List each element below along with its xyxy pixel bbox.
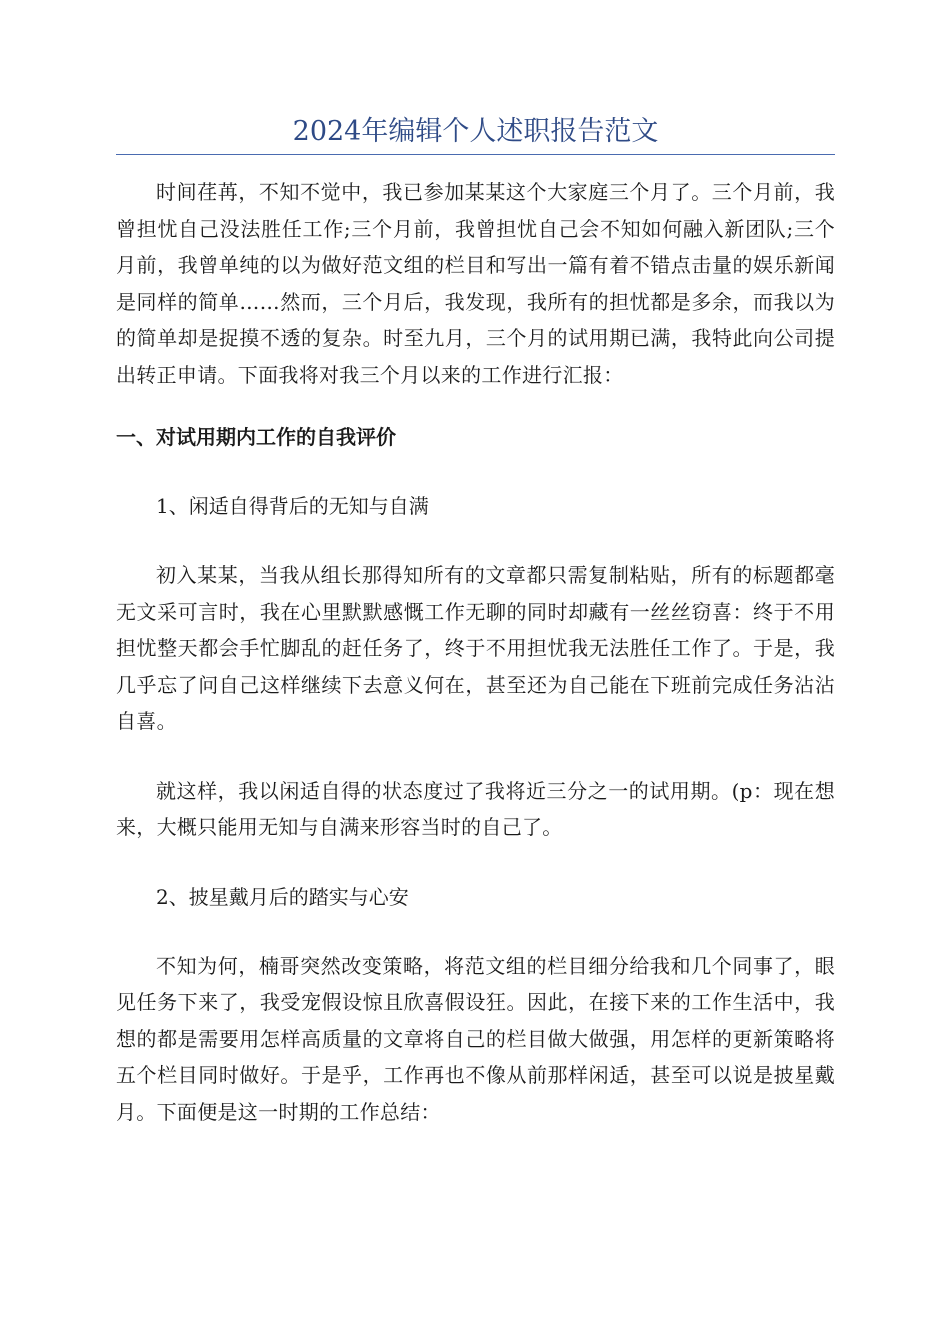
section-heading-1: 一、对试用期内工作的自我评价 (116, 425, 396, 449)
intro-paragraph: 时间荏苒，不知不觉中，我已参加某某这个大家庭三个月了。三个月前，我曾担忧自己没法胜任工作;三个月前，我曾担忧自己会不知如何融入新团队;三个月前，我曾单纯的以为做好范文组的栏目和写出一篇有着不错点击量的娱乐新闻是同样的简单……然而，三个月后，我发现，我所有的担忧都是多余，而我以为的简单却是捉摸不透的复杂。时至九月，三个月的试用期已满，我特此向公司提出转正申请。下面我将对我三个月以来的工作进行汇报： (116, 180, 835, 387)
document-title: 2024年编辑个人述职报告范文 (116, 112, 835, 155)
document-page (116, 112, 835, 1130)
subsection-2-paragraph-1: 不知为何，楠哥突然改变策略，将范文组的栏目细分给我和几个同事了，眼见任务下来了，我受宠假设惊且欣喜假设狂。因此，在接下来的工作生活中，我想的都是需要用怎样高质量的文章将自己的栏目做大做强，用怎样的更新策略将五个栏目同时做好。于是乎，工作再也不像从前那样闲适，甚至可以说是披星戴月。下面便是这一时期的工作总结： (116, 953, 835, 1124)
subsection-heading-2: 2、披星戴月后的踏实与心安 (156, 884, 409, 909)
subsection-1-paragraph-1: 初入某某，当我从组长那得知所有的文章都只需复制粘贴，所有的标题都毫无文采可言时，我在心里默默感慨工作无聊的同时却藏有一丝丝窃喜：终于不用担忧整天都会手忙脚乱的赶任务了，终于不用担忧我无法胜任工作了。于是，我几乎忘了问自己这样继续下去意义何在，甚至还为自己能在下班前完成任务沾沾自喜。 (116, 563, 835, 733)
subsection-heading-1: 1、闲适自得背后的无知与自满 (156, 494, 429, 518)
subsection-1-paragraph-2: 就这样，我以闲适自得的状态度过了我将近三分之一的试用期。(p：现在想来，大概只能用无知与自满来形容当时的自己了。 (116, 778, 835, 839)
